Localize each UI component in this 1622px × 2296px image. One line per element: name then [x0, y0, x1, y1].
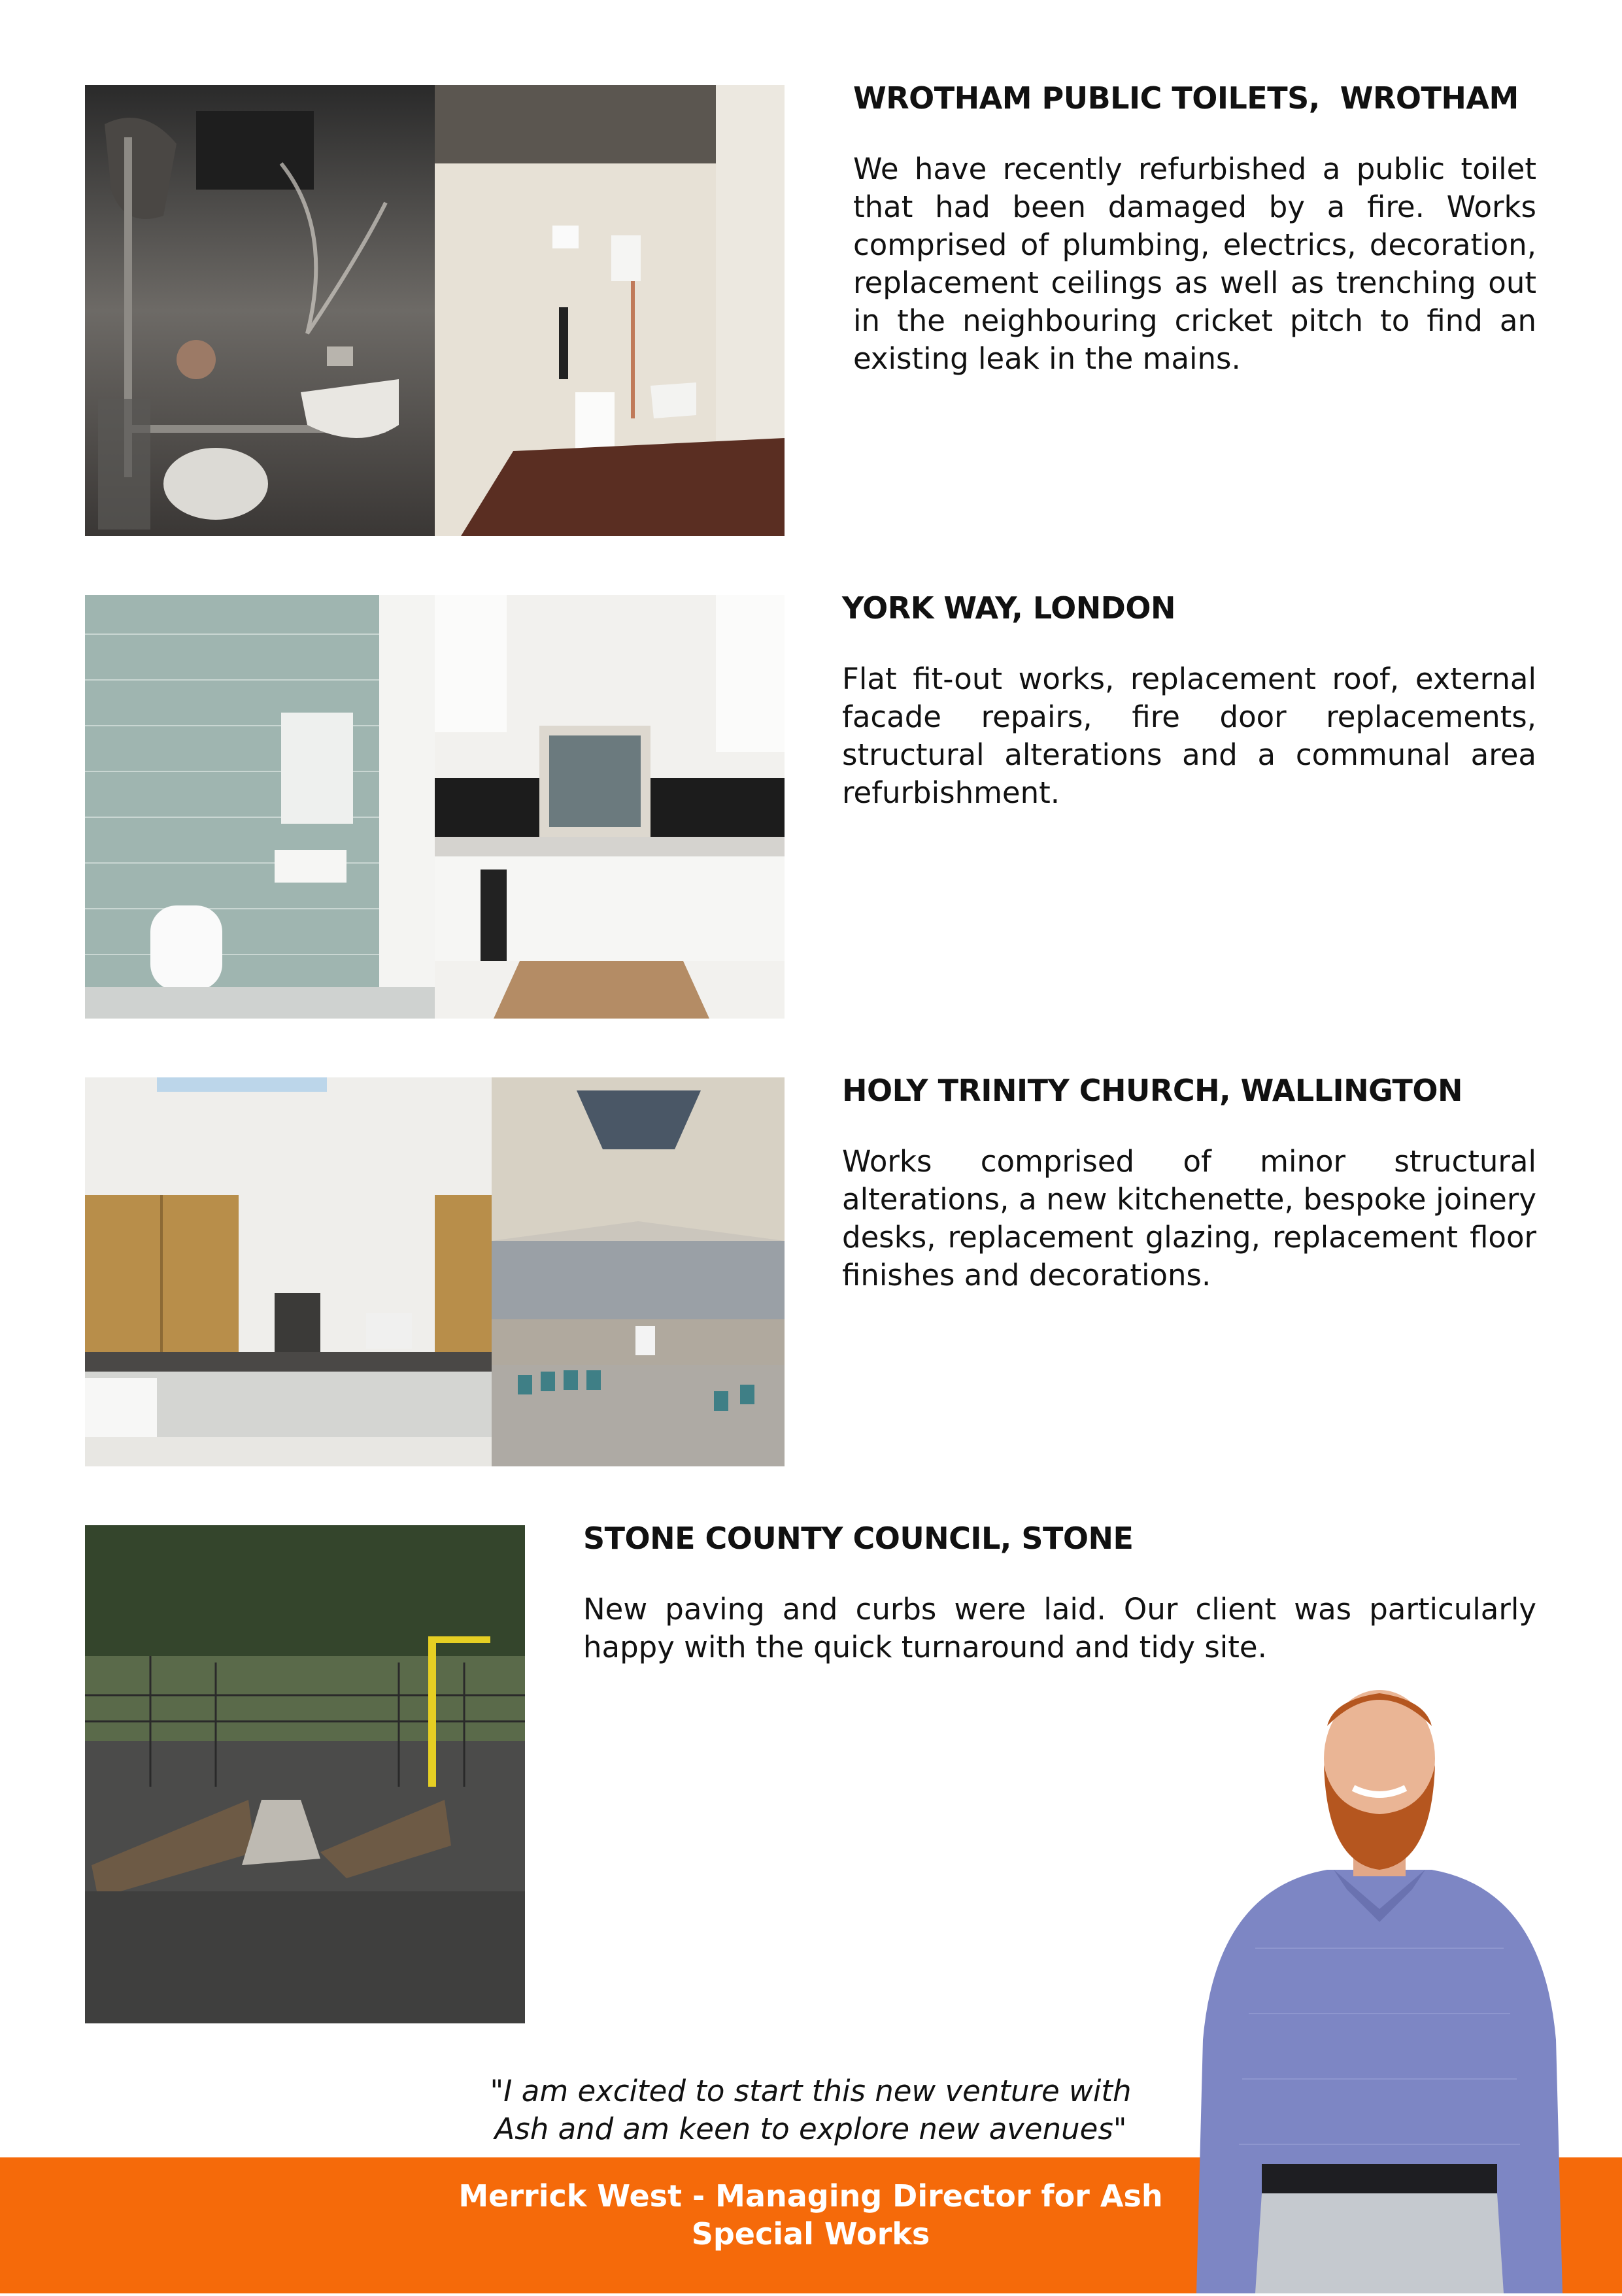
banner-line: Merrick West - Managing Director for Ash	[458, 2178, 1163, 2214]
project-description: Flat fit-out works, replacement roof, external facade repairs, fire door replacements, structural alterations and a communal area refurbishment.	[842, 662, 1536, 810]
testimonial-quote	[458, 2072, 1164, 2148]
york-way-bathroom-photo	[85, 595, 435, 1019]
project-title: HOLY TRINITY CHURCH, WALLINGTON	[842, 1073, 1463, 1108]
project-description: Works comprised of minor structural alterations, a new kitchenette, bespoke joinery desks, replacement glazing, replacement floor finishes and decorations.	[842, 1144, 1536, 1292]
wrotham-after-photo	[435, 85, 785, 536]
banner-caption	[418, 2177, 1203, 2253]
quote-line: Ash and am keen to explore new avenues"	[494, 2112, 1127, 2146]
project-title: WROTHAM PUBLIC TOILETS, WROTHAM	[853, 80, 1519, 116]
york-way-kitchen-photo	[435, 595, 785, 1019]
managing-director-portrait	[1177, 1674, 1582, 2293]
quote-line: "I am excited to start this new venture with	[490, 2074, 1132, 2108]
wrotham-before-photo	[85, 85, 435, 536]
holy-trinity-hall-photo	[492, 1077, 785, 1466]
project-title: YORK WAY, LONDON	[842, 590, 1175, 626]
project-description: We have recently refurbished a public toilet that had been damaged by a fire. Works comprised of plumbing, electrics, decoration, replacement ceilings as well as trenching out in the neighbouring cricket pitch to find an existing leak in the mains.	[853, 152, 1536, 376]
holy-trinity-kitchenette-photo	[85, 1077, 492, 1466]
stone-paving-photo	[85, 1525, 525, 2023]
project-description: New paving and curbs were laid. Our client was particularly happy with the quick turnaround and tidy site.	[583, 1592, 1536, 1664]
project-title: STONE COUNTY COUNCIL, STONE	[583, 1521, 1134, 1556]
banner-line: Special Works	[691, 2216, 930, 2252]
